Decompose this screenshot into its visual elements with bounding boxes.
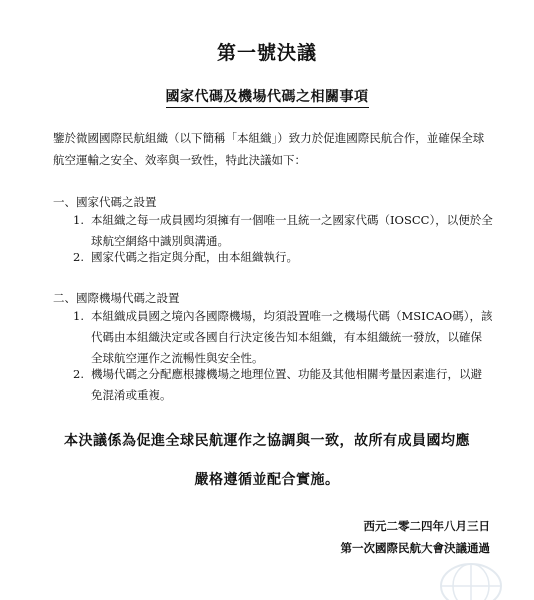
item-number: 2. [73, 367, 84, 381]
section-heading-country-code: 一、國家代碼之設置 [53, 195, 157, 209]
item-number: 2. [73, 250, 84, 264]
document-title: 第一號決議 [216, 42, 317, 64]
item-text: 機場代碼之分配應根據機場之地理位置、功能及其他相關考量因素進行，以避免混淆或重複。 [91, 367, 482, 402]
item-text: 本組織成員國之境內各國際機場，均須設置唯一之機場代碼（MSICAO碼），該代碼由本組織決定或各國自行決定後告知本組織，有本組織統一發放，以確保全球航空運作之流暢性與安全性。 [91, 309, 493, 365]
closing-statement-line-2: 嚴格遵循並配合實施。 [194, 472, 340, 488]
document-subtitle [0, 86, 534, 106]
closing-statement-line-1: 本決議係為促進全球民航運作之協調與一致，故所有成員國均應 [64, 433, 470, 449]
item-number: 1. [73, 309, 84, 323]
item-number: 1. [73, 213, 84, 227]
item-text: 本組織之每一成員國均須擁有一個唯一且統一之國家代碼（IOSCC），以便於全球航空網絡中識別與溝通。 [91, 213, 493, 248]
list-item [73, 306, 493, 369]
resolution-signature: 第一次國際民航大會決議通過 [340, 541, 490, 555]
item-text: 國家代碼之指定與分配，由本組織執行。 [91, 250, 298, 264]
section-heading-airport-code: 二、國際機場代碼之設置 [53, 291, 180, 305]
list-item [73, 247, 493, 268]
intro-paragraph: 鑒於微國國際民航組織（以下簡稱「本組織」）致力於促進國際民航合作，並確保全球航空運輸之安全、效率與一致性，特此決議如下： [53, 131, 485, 167]
emblem-watermark-icon [436, 556, 506, 600]
list-item [73, 364, 493, 406]
list-item [73, 210, 493, 252]
resolution-date: 西元二零二四年八月三日 [363, 519, 490, 533]
subtitle-text: 國家代碼及機場代碼之相關事項 [166, 89, 369, 108]
